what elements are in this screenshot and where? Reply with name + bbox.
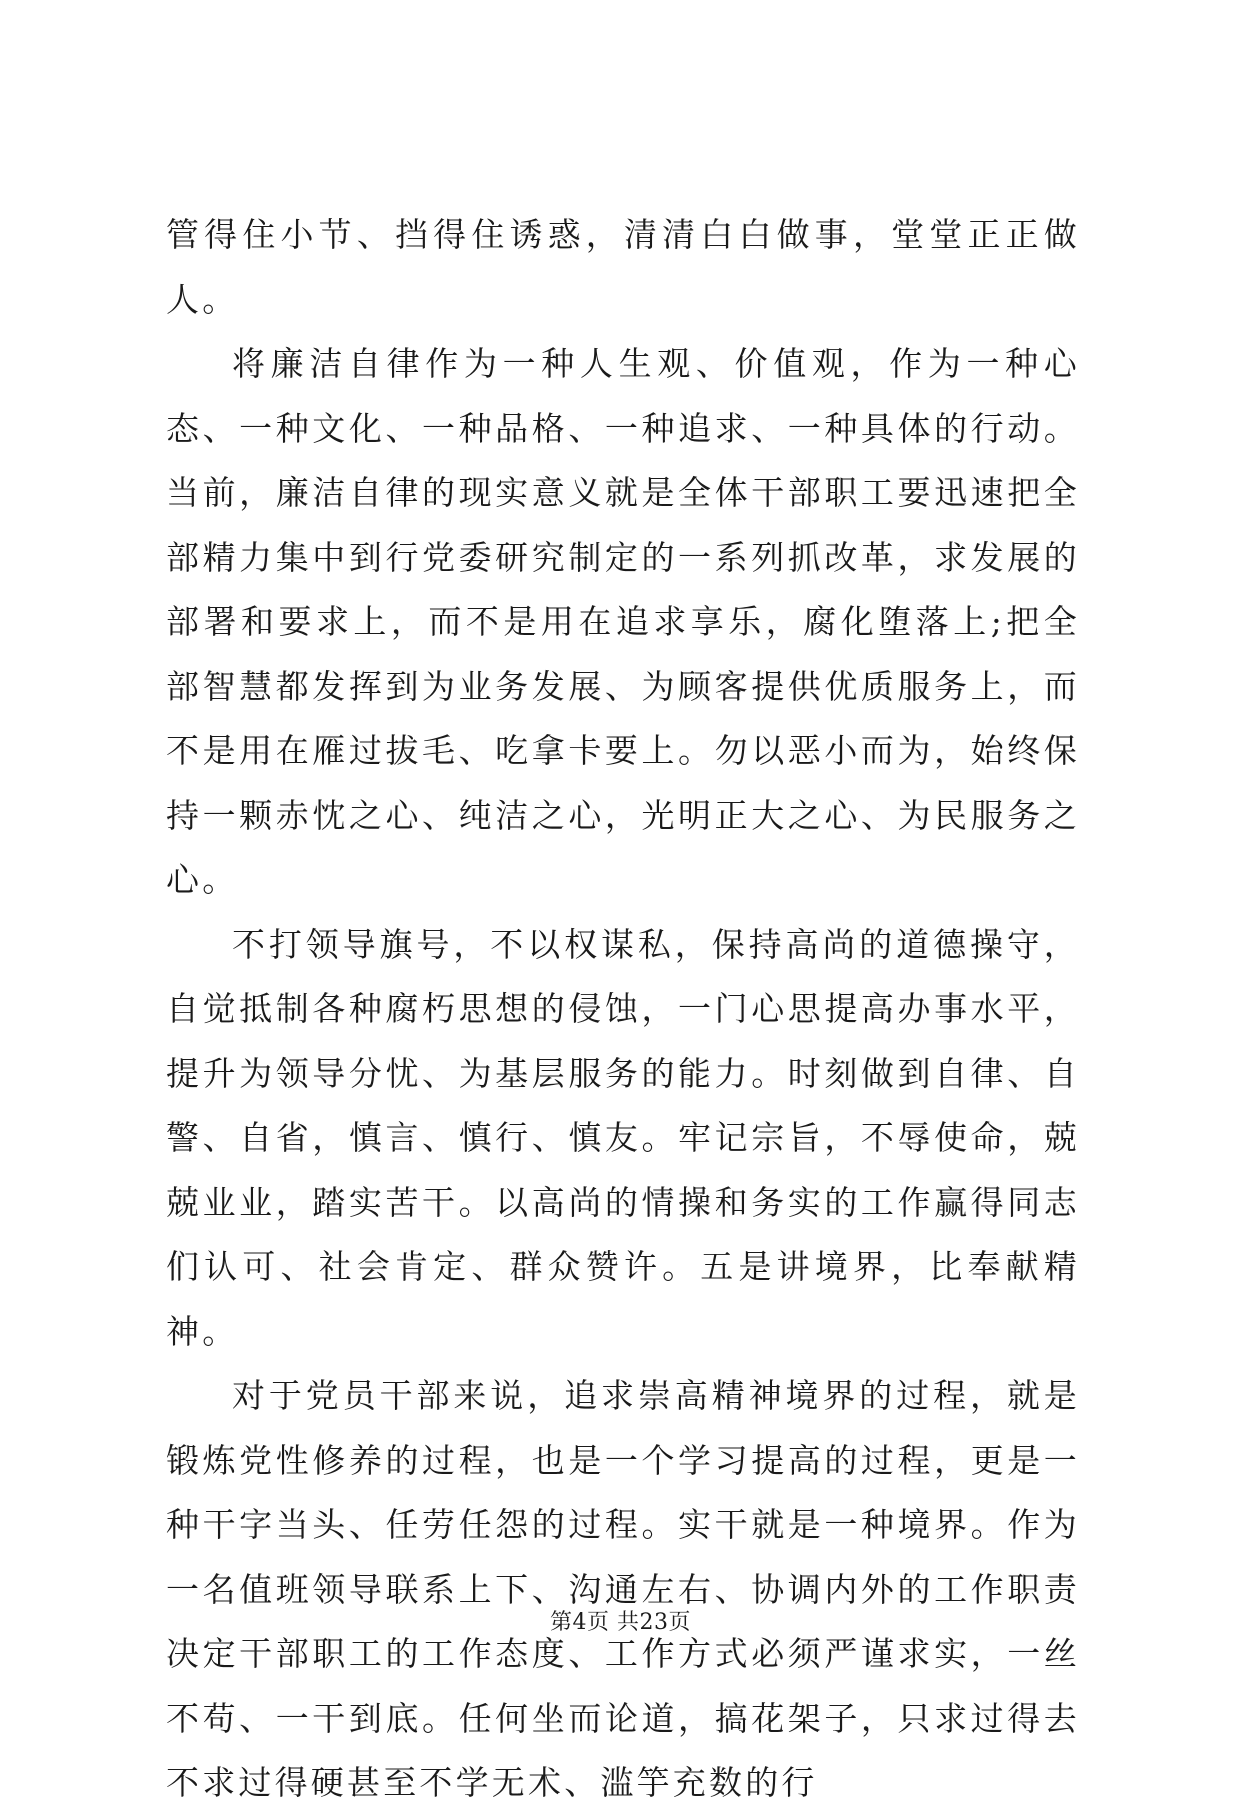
paragraph: 不打领导旗号，不以权谋私，保持高尚的道德操守，自觉抵制各种腐朽思想的侵蚀，一门心思提高办事水平，提升为领导分忧、为基层服务的能力。时刻做到自律、自警、自省，慎言、慎行、慎友。牢记宗旨，不辱使命，兢兢业业，踏实苦干。以高尚的情操和务实的工作赢得同志们认可、社会肯定、群众赞许。五是讲境界，比奉献精神。: [166, 924, 1080, 1351]
paragraph: 对于党员干部来说，追求崇高精神境界的过程，就是锻炼党性修养的过程，也是一个学习提高的过程，更是一种干字当头、任劳任怨的过程。实干就是一种境界。作为一名值班领导联系上下、沟通左右、协调内外的工作职责决定干部职工的工作态度、工作方式必须严谨求实，一丝不苟、一干到底。任何坐而论道，搞花架子，只求过得去不求过得硬甚至不学无术、滥竽充数的行: [166, 1376, 1080, 1802]
document-body: [166, 203, 1080, 1816]
paragraph-continuation: 管得住小节、挡得住诱惑，清清白白做事，堂堂正正做人。: [166, 215, 1080, 319]
paragraph: 将廉洁自律作为一种人生观、价值观，作为一种心态、一种文化、一种品格、一种追求、一种具体的行动。当前，廉洁自律的现实意义就是全体干部职工要迅速把全部精力集中到行党委研究制定的一系列抓改革，求发展的部署和要求上，而不是用在追求享乐，腐化堕落上;把全部智慧都发挥到为业务发展、为顾客提供优质服务上，而不是用在雁过拔毛、吃拿卡要上。勿以恶小而为，始终保持一颗赤忱之心、纯洁之心，光明正大之心、为民服务之心。: [166, 344, 1080, 899]
page-footer: 第4页 共23页: [550, 1610, 691, 1635]
